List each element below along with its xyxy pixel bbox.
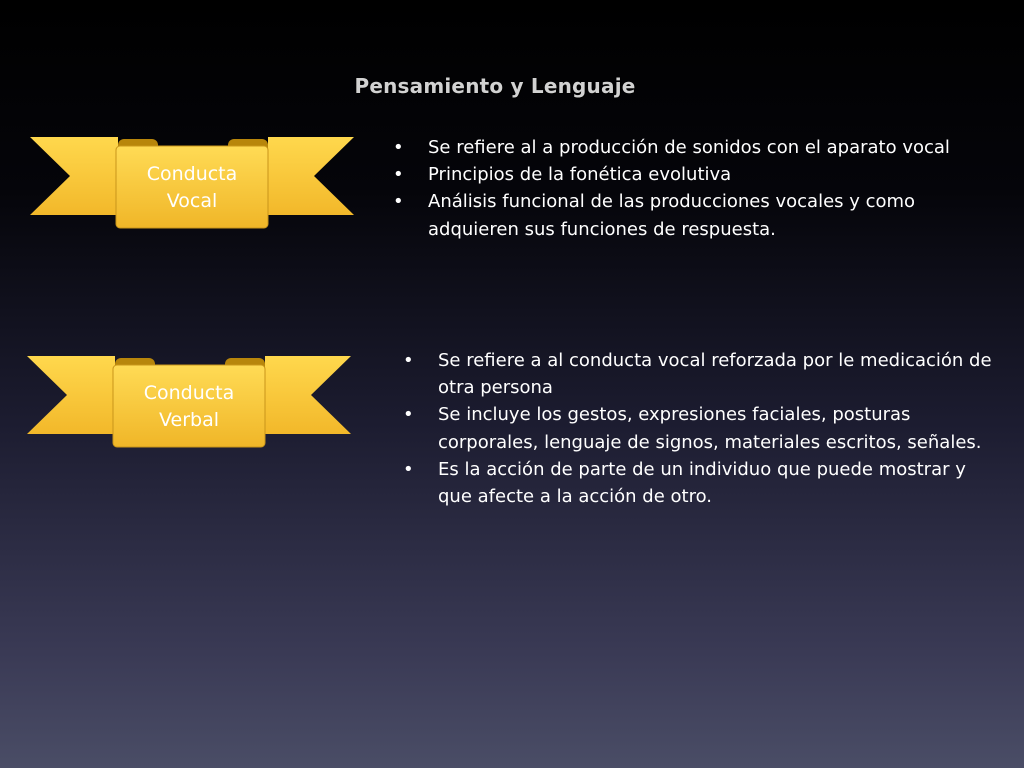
ribbon-conducta-vocal <box>30 134 356 230</box>
ribbon-label-line1: Conducta <box>143 382 235 404</box>
ribbon-label-line2: Verbal <box>158 409 219 431</box>
slide-title: Pensamiento y Lenguaje <box>354 74 636 98</box>
bullet-item: • Es la acción de parte de un individuo que puede mostrar y que afecte a la acción de otro. <box>401 456 997 510</box>
bullet-item: • Análisis funcional de las producciones vocales y como adquieren sus funciones de respuesta. <box>391 188 991 242</box>
ribbon-label <box>116 161 268 215</box>
bullet-list-vocal <box>391 134 991 243</box>
bullet-list-verbal <box>401 347 997 510</box>
bullet-item: • Se incluye los gestos, expresiones faciales, posturas corporales, lenguaje de signos, materiales escritos, señales. <box>401 401 997 455</box>
ribbon-label-line1: Conducta <box>146 163 238 185</box>
ribbon-label-line2: Vocal <box>166 190 218 212</box>
bullet-item: • Se refiere al a producción de sonidos con el aparato vocal <box>391 134 991 161</box>
ribbon-conducta-verbal <box>27 353 353 449</box>
bullet-item: • Se refiere a al conducta vocal reforzada por le medicación de otra persona <box>401 347 997 401</box>
ribbon-label <box>113 380 265 434</box>
bullet-item: • Principios de la fonética evolutiva <box>391 161 991 188</box>
